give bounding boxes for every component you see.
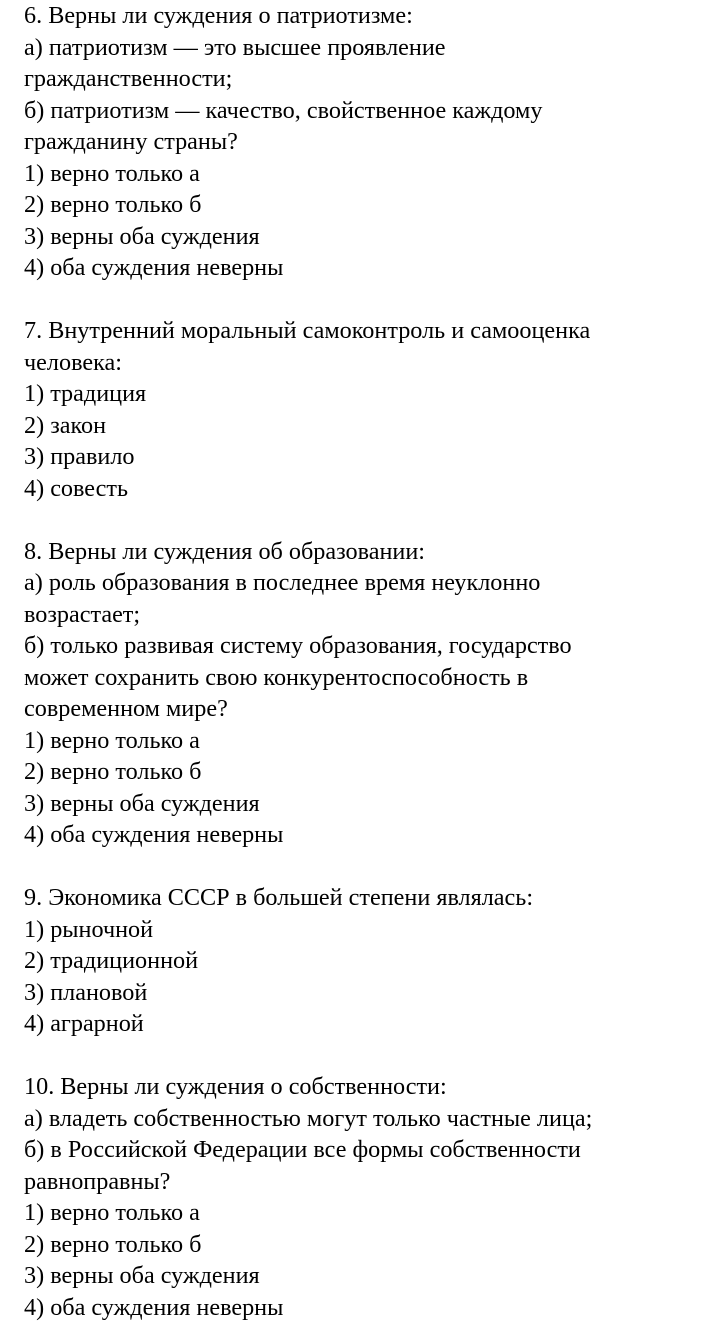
question-8-statement-b-cont-1: может сохранить свою конкурентоспособность в: [24, 663, 529, 691]
question-6-statement-a: а) патриотизм — это высшее проявление: [24, 33, 446, 61]
question-7-option-3: 3) правило: [24, 443, 135, 470]
document-page: [24, 0, 714, 1323]
question-10-statement-a: а) владеть собственностью могут только частные лица;: [24, 1104, 593, 1132]
question-6-statement-b-cont: гражданину страны?: [24, 128, 238, 155]
question-8: [24, 536, 714, 851]
question-8-option-1: 1) верно только а: [24, 726, 200, 754]
question-6-option-2: 2) верно только б: [24, 191, 202, 218]
question-7-title: 7. Внутренний моральный самоконтроль и самооценка: [24, 317, 591, 344]
question-10-statement-b: б) в Российской Федерации все формы собственности: [24, 1136, 581, 1163]
question-7-title-cont: человека:: [24, 348, 122, 376]
question-9-title: 9. Экономика СССР в большей степени являлась:: [24, 884, 534, 911]
question-10-title: 10. Верны ли суждения о собственности:: [24, 1073, 447, 1100]
question-7-option-2: 2) закон: [24, 411, 107, 439]
question-9-option-2: 2) традиционной: [24, 947, 199, 974]
question-10: [24, 1071, 714, 1323]
question-7-option-4: 4) совесть: [24, 474, 128, 502]
question-10-option-2: 2) верно только б: [24, 1230, 202, 1258]
question-8-statement-a-cont: возрастает;: [24, 600, 141, 628]
question-6-title: 6. Верны ли суждения о патриотизме:: [24, 2, 413, 29]
question-6-statement-a-cont: гражданственности;: [24, 65, 233, 92]
question-6: [24, 0, 714, 284]
question-10-option-4: 4) оба суждения неверны: [24, 1293, 284, 1321]
question-9-option-4: 4) аграрной: [24, 1010, 144, 1037]
question-9-option-3: 3) плановой: [24, 978, 148, 1006]
question-10-option-1: 1) верно только а: [24, 1199, 200, 1226]
question-8-option-3: 3) верны оба суждения: [24, 789, 260, 817]
question-9-option-1: 1) рыночной: [24, 915, 154, 943]
question-6-statement-b: б) патриотизм — качество, свойственное каждому: [24, 96, 543, 124]
question-6-option-1: 1) верно только а: [24, 159, 200, 187]
question-8-statement-a: а) роль образования в последнее время неуклонно: [24, 569, 541, 596]
question-8-statement-b-cont-2: современном мире?: [24, 695, 228, 722]
question-6-option-4: 4) оба суждения неверны: [24, 254, 284, 281]
question-6-option-3: 3) верны оба суждения: [24, 222, 260, 250]
question-7-option-1: 1) традиция: [24, 380, 147, 407]
question-9: [24, 882, 714, 1040]
question-8-title: 8. Верны ли суждения об образовании:: [24, 537, 426, 565]
question-8-option-2: 2) верно только б: [24, 758, 202, 785]
question-10-statement-b-cont: равноправны?: [24, 1167, 171, 1195]
question-8-statement-b: б) только развивая систему образования, государство: [24, 632, 572, 659]
question-7: [24, 315, 714, 504]
question-10-option-3: 3) верны оба суждения: [24, 1262, 260, 1289]
question-8-option-4: 4) оба суждения неверны: [24, 821, 284, 848]
